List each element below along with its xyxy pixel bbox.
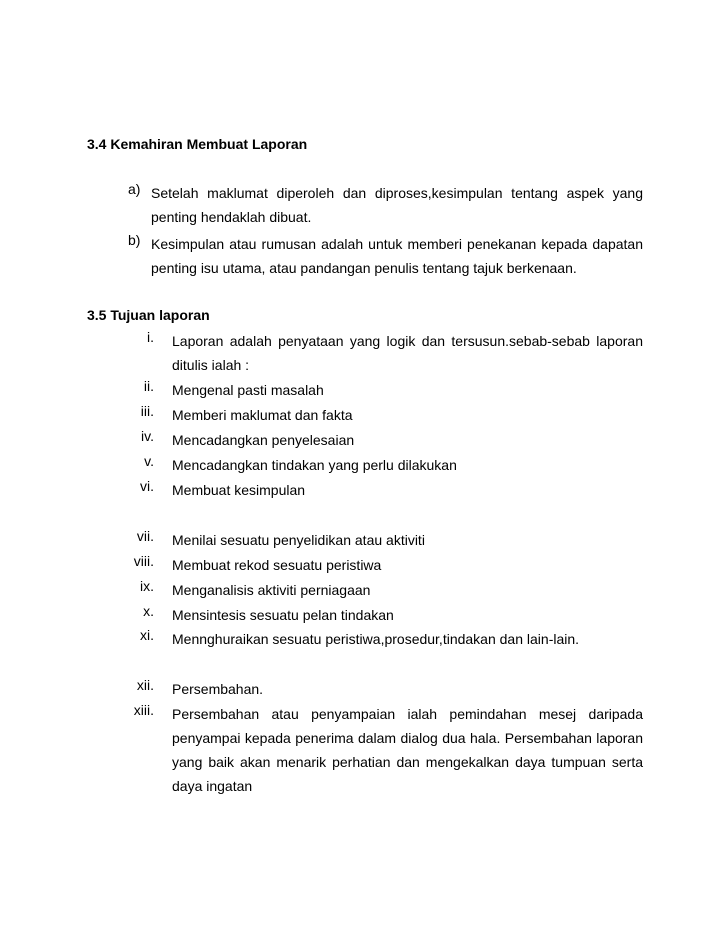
list-item-ii <box>124 378 643 402</box>
list-marker: ix. <box>140 578 154 594</box>
list-marker: ii. <box>143 378 154 394</box>
list-item-xiii <box>124 702 643 798</box>
list-marker: iv. <box>141 428 154 444</box>
list-item-text: Laporan adalah penyataan yang logik dan tersusun.sebab-sebab laporan ditulis ialah : <box>172 333 643 373</box>
list-item-iii <box>124 403 643 427</box>
list-item-text: Persembahan. <box>172 681 264 697</box>
list-item-text: Menganalisis aktiviti perniagaan <box>172 582 371 598</box>
list-item-text: Menilai sesuatu penyelidikan atau aktiviti <box>172 532 425 548</box>
list-item-text: Mengenal pasti masalah <box>172 382 324 398</box>
list-item-v <box>124 453 643 477</box>
list-item-text: Setelah maklumat diperoleh dan diproses,kesimpulan tentang aspek yang penting hendaklah dibuat. <box>151 185 643 225</box>
list-marker: v. <box>144 453 154 469</box>
list-marker: vii. <box>136 528 154 544</box>
list-item-b <box>128 232 643 280</box>
list-item-xii <box>124 677 643 701</box>
list-item-text: Kesimpulan atau rumusan adalah untuk memberi penekanan kepada dapatan penting isu utama, atau pandangan penulis tentang tajuk berkenaan. <box>151 236 643 276</box>
list-item-text: Mencadangkan tindakan yang perlu dilakukan <box>172 457 457 473</box>
list-item-xi <box>124 627 643 651</box>
section-3-4-heading: 3.4 Kemahiran Membuat Laporan <box>87 136 308 152</box>
section-3-5-heading: 3.5 Tujuan laporan <box>87 307 210 323</box>
list-item-text: Mennghuraikan sesuatu peristiwa,prosedur,tindakan dan lain-lain. <box>172 631 580 647</box>
list-item-text: Membuat kesimpulan <box>172 482 306 498</box>
list-marker: xi. <box>140 627 154 643</box>
list-item-ix <box>124 578 643 602</box>
list-item-vii <box>124 528 643 552</box>
list-item-viii <box>124 553 643 577</box>
list-item-text: Mensintesis sesuatu pelan tindakan <box>172 607 394 623</box>
list-marker: i. <box>147 329 154 345</box>
list-item-text: Mencadangkan penyelesaian <box>172 432 355 448</box>
list-marker: a) <box>128 181 141 197</box>
list-item-i <box>124 329 643 377</box>
list-marker: x. <box>143 603 154 619</box>
list-marker: vi. <box>140 478 154 494</box>
list-item-a <box>128 181 643 229</box>
list-marker: viii. <box>133 553 154 569</box>
list-marker: iii. <box>140 403 154 419</box>
list-marker: xii. <box>136 677 154 693</box>
list-item-iv <box>124 428 643 452</box>
list-marker: xiii. <box>133 702 154 718</box>
list-item-vi <box>124 478 643 502</box>
list-item-text: Membuat rekod sesuatu peristiwa <box>172 557 382 573</box>
list-marker: b) <box>128 232 141 248</box>
list-item-text: Memberi maklumat dan fakta <box>172 407 353 423</box>
list-item-text: Persembahan atau penyampaian ialah pemindahan mesej daripada penyampai kepada penerima dalam dialog dua hala. Persembahan laporan yang baik akan menarik perhatian dan mengekalkan daya tumpuan serta daya ingatan <box>172 706 643 794</box>
list-item-x <box>124 603 643 627</box>
